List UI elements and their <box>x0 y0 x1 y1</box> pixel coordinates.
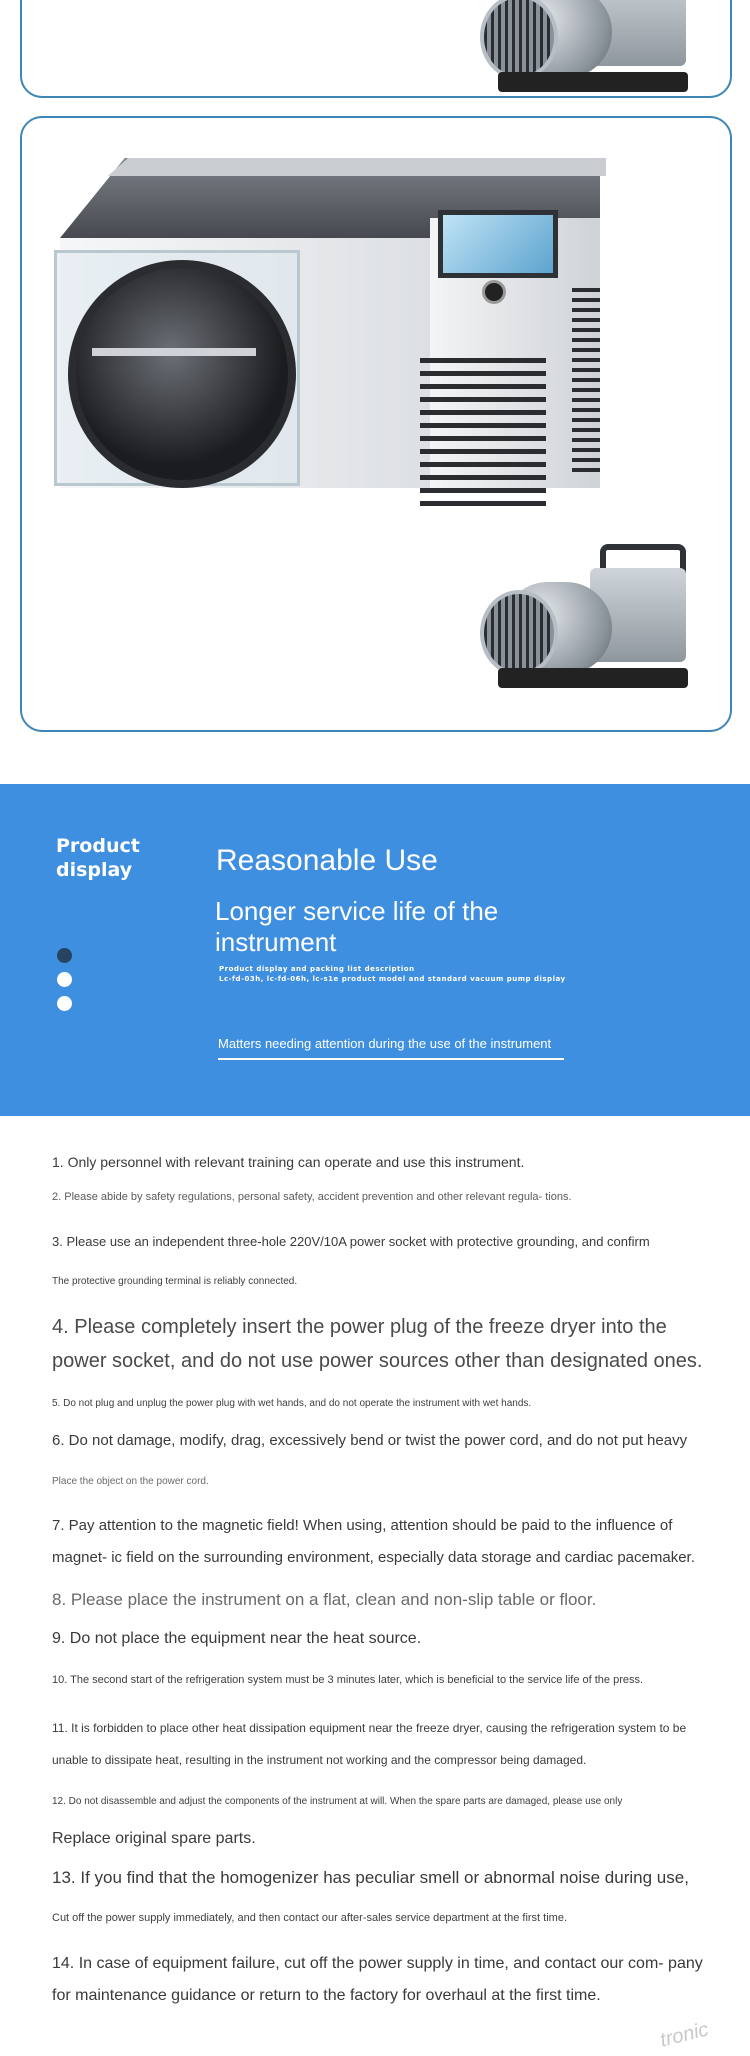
list-item: The protective grounding terminal is reliably connected. <box>52 1276 298 1287</box>
attention-matters-link[interactable]: Matters needing attention during the use of the instrument <box>218 1036 564 1060</box>
banner-description <box>219 964 639 984</box>
carousel-dot[interactable] <box>57 996 72 1011</box>
product-image-card-main <box>20 116 732 732</box>
list-item: 12. Do not disassemble and adjust the components of the instrument at will. When the spare parts are damaged, please use only <box>52 1796 623 1807</box>
brand-watermark: tronic <box>657 2018 711 2052</box>
list-item: 2. Please abide by safety regulations, personal safety, accident prevention and other relevant regula- tions. <box>52 1191 572 1203</box>
banner-description-line: Product display and packing list description <box>219 965 415 973</box>
freeze-dryer-image <box>42 158 612 538</box>
list-item: 11. It is forbidden to place other heat dissipation equipment near the freeze dryer, causing the refrigeration system to be unable to dissipate heat, resulting in the instrument not working and the compressor being damaged. <box>52 1721 687 1767</box>
list-item: 5. Do not plug and unplug the power plug with wet hands, and do not operate the instrument with wet hands. <box>52 1398 532 1409</box>
list-item: 10. The second start of the refrigeration system must be 3 minutes later, which is beneficial to the service life of the press. <box>52 1674 644 1686</box>
list-item: 13. If you find that the homogenizer has peculiar smell or abnormal noise during use, <box>52 1868 689 1887</box>
product-image-card-top <box>20 0 732 98</box>
reasonable-use-banner <box>0 784 750 1116</box>
carousel-dot[interactable] <box>57 972 72 987</box>
list-item: 7. Pay attention to the magnetic field! When using, attention should be paid to the influence of magnet- ic field on the surrounding environment, especially data storage and cardiac pacemaker. <box>52 1517 695 1566</box>
carousel-dot-active[interactable] <box>57 948 72 963</box>
product-display-label: Product display <box>56 835 140 881</box>
list-item: 8. Please place the instrument on a flat, clean and non-slip table or floor. <box>52 1590 597 1609</box>
banner-description-line: Lc-fd-03h, lc-fd-06h, lc-s1e product model and standard vacuum pump display <box>219 975 566 983</box>
list-item: 9. Do not place the equipment near the heat source. <box>52 1630 422 1647</box>
list-item: 4. Please completely insert the power plug of the freeze dryer into the power socket, and do not use power sources other than designated ones. <box>52 1316 703 1372</box>
list-item: Place the object on the power cord. <box>52 1476 209 1487</box>
banner-title: Reasonable Use <box>216 844 438 877</box>
list-item: Replace original spare parts. <box>52 1830 256 1847</box>
touch-screen-display <box>438 210 558 278</box>
vacuum-pump-image <box>472 538 702 708</box>
list-item: 14. In case of equipment failure, cut off the power supply in time, and contact our com- pany for maintenance guidance or return to the factory for overhaul at the first time. <box>52 1955 703 2004</box>
vacuum-pump-image <box>472 0 702 98</box>
list-item: 3. Please use an independent three-hole 220V/10A power socket with protective grounding, and confirm <box>52 1234 650 1249</box>
list-item: 6. Do not damage, modify, drag, excessively bend or twist the power cord, and do not put heavy <box>52 1432 688 1449</box>
list-item: 1. Only personnel with relevant training can operate and use this instrument. <box>52 1154 525 1170</box>
banner-subtitle: Longer service life of the instrument <box>215 896 499 957</box>
list-item: Cut off the power supply immediately, and then contact our after-sales service department at the first time. <box>52 1912 568 1924</box>
